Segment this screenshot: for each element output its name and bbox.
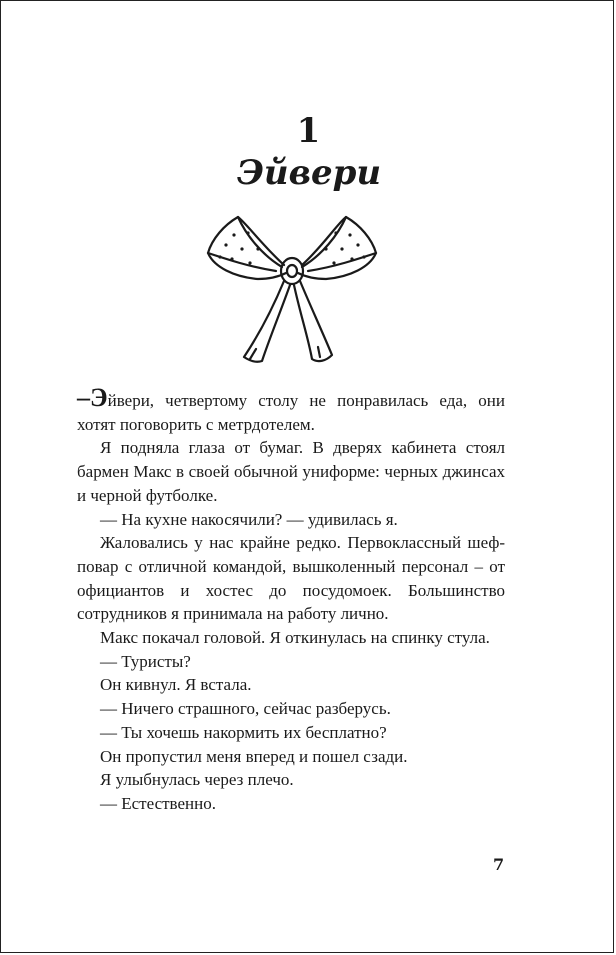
paragraph: — На кухне накосячили? — удивилась я. bbox=[100, 509, 398, 529]
chapter-text bbox=[77, 383, 505, 816]
paragraph: — Ничего страшного, сейчас разберусь. bbox=[100, 699, 391, 719]
paragraph: –Эйвери, четвертому столу не понравилась еда, они хотят поговорить с метрдотелем. bbox=[77, 383, 505, 434]
page-number: 7 bbox=[493, 855, 505, 874]
paragraph: Жаловались у нас крайне редко. Первоклассный шеф-повар с отличной командой, вышколенный персонал – от официантов и хостес до посудомоек. Большинство сотрудников я принимала на работу лично. bbox=[77, 533, 505, 624]
paragraph: Макс покачал головой. Я откинулась на спинку стула. bbox=[100, 628, 490, 648]
paragraph: Он кивнул. Я встала. bbox=[100, 675, 252, 695]
paragraph: — Естественно. bbox=[100, 793, 216, 813]
paragraph: Я улыбнулась через плечо. bbox=[100, 770, 294, 790]
chapter-title: Эйвери bbox=[236, 153, 382, 193]
chapter-number: 1 bbox=[296, 111, 322, 151]
paragraph: Я подняла глаза от бумаг. В дверях кабинета стоял бармен Макс в своей обычной униформе: черных джинсах и черной футболке. bbox=[77, 438, 505, 505]
opening-dash-letter: –Э bbox=[77, 383, 108, 412]
paragraph: Он пропустил меня вперед и пошел сзади. bbox=[100, 746, 408, 766]
paragraph: — Туристы? bbox=[100, 651, 191, 671]
bow-icon bbox=[204, 209, 380, 367]
paragraph: — Ты хочешь накормить их бесплатно? bbox=[100, 722, 387, 742]
